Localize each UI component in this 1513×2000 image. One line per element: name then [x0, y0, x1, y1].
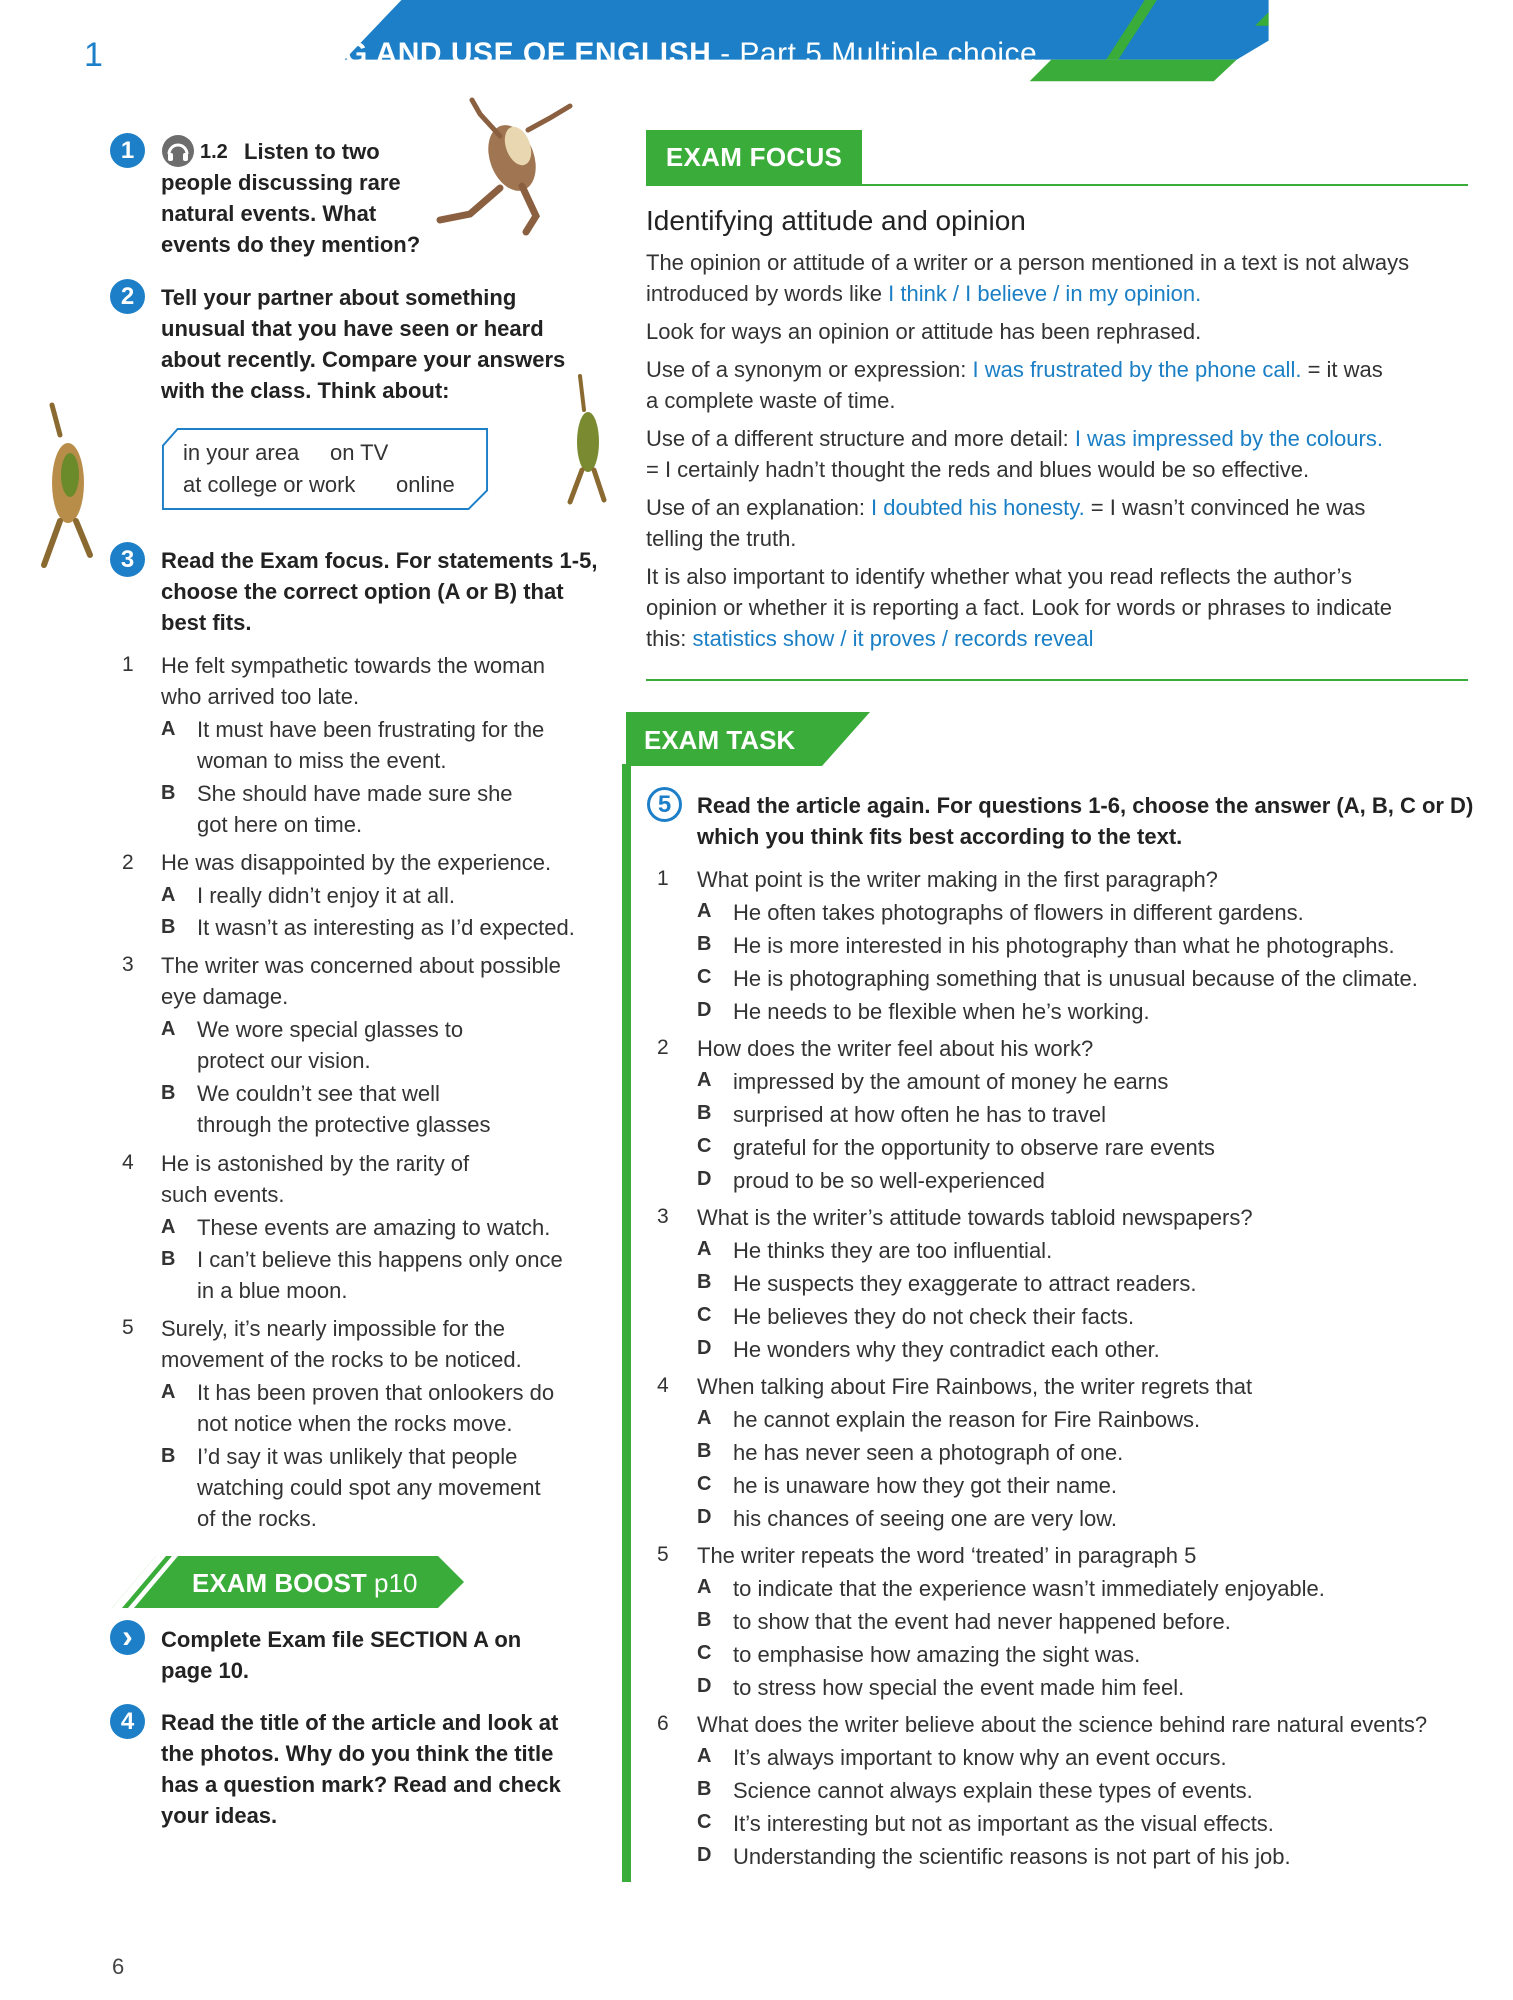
- question-number: 6: [657, 1712, 669, 1735]
- item-number: 2: [122, 851, 134, 874]
- option-text: He believes they do not check their facts.: [733, 1304, 1135, 1329]
- option-text: in a blue moon.: [197, 1278, 348, 1303]
- focus-line: [646, 354, 1476, 385]
- focus-text: Use of a different structure and more detail:: [646, 426, 1075, 451]
- focus-line: [646, 492, 1476, 523]
- focus-line: a complete waste of time.: [646, 388, 896, 413]
- task-4-line-2: the photos. Why do you think the title: [161, 1741, 554, 1766]
- option-text: It must have been frustrating for the: [197, 717, 545, 742]
- focus-example: I was frustrated by the phone call.: [972, 357, 1302, 382]
- option-letter: A: [697, 900, 712, 922]
- option-letter: B: [697, 1102, 712, 1124]
- topic-item: in your area: [183, 440, 300, 465]
- focus-line: It is also important to identify whether what you read reflects the author’s: [646, 564, 1352, 589]
- option-letter: C: [697, 1473, 712, 1495]
- focus-text: Use of an explanation:: [646, 495, 872, 520]
- task-3-line-2: choose the correct option (A or B) that: [161, 579, 564, 604]
- option-letter: C: [697, 1642, 712, 1664]
- question-number: 1: [657, 867, 669, 890]
- option-text: I can’t believe this happens only once: [197, 1247, 563, 1272]
- focus-paragraph-3: [646, 354, 1476, 416]
- item-text: eye damage.: [161, 984, 289, 1009]
- option-letter: B: [697, 1778, 712, 1800]
- option-text: to show that the event had never happened before.: [733, 1609, 1231, 1634]
- option-text: He wonders why they contradict each other.: [733, 1337, 1160, 1362]
- focus-line: The opinion or attitude of a writer or a person mentioned in a text is not always: [646, 250, 1410, 275]
- page-number: 6: [112, 1954, 125, 1979]
- item-text: movement of the rocks to be noticed.: [161, 1347, 522, 1372]
- topic-item: on TV: [330, 440, 389, 465]
- question-number: 3: [657, 1205, 669, 1228]
- option-letter: B: [697, 1271, 712, 1293]
- option-text: He suspects they exaggerate to attract readers.: [733, 1271, 1197, 1296]
- task-5-line-1: Read the article again. For questions 1-6, choose the answer (A, B, C or D): [697, 793, 1474, 818]
- option-letter: B: [697, 1609, 712, 1631]
- chevron-right-icon: ›: [110, 1620, 145, 1655]
- exam-boost-page: p10: [374, 1568, 418, 1598]
- item-text: He is astonished by the rarity of: [161, 1151, 470, 1176]
- option-letter: D: [697, 1675, 712, 1697]
- topic-item: at college or work: [183, 472, 356, 497]
- page-title: [226, 37, 1037, 71]
- focus-line: [646, 623, 1476, 654]
- option-text: of the rocks.: [197, 1506, 317, 1531]
- option-text: These events are amazing to watch.: [197, 1215, 551, 1240]
- task-1-line-2: people discussing rare: [161, 170, 401, 195]
- option-text: woman to miss the event.: [197, 748, 447, 773]
- exam-task-label: EXAM TASK: [644, 725, 796, 755]
- focus-paragraph-5: [646, 492, 1476, 554]
- option-letter: C: [697, 1135, 712, 1157]
- option-letter: D: [697, 999, 712, 1021]
- question-text: How does the writer feel about his work?: [697, 1036, 1094, 1061]
- option-letter: B: [161, 1082, 176, 1104]
- question-number: 2: [657, 1036, 669, 1059]
- exam-boost-title: EXAM BOOST: [192, 1568, 367, 1598]
- option-text: He often takes photographs of flowers in different gardens.: [733, 900, 1304, 925]
- question-text: What point is the writer making in the first paragraph?: [697, 867, 1218, 892]
- question-text: What does the writer believe about the science behind rare natural events?: [697, 1712, 1428, 1737]
- divider: [646, 184, 1468, 186]
- focus-text: introduced by words like: [646, 281, 889, 306]
- frog-photo-left: [30, 395, 100, 575]
- title-bold: READING AND USE OF ENGLISH: [226, 37, 712, 70]
- option-text: he cannot explain the reason for Fire Rainbows.: [733, 1407, 1201, 1432]
- option-letter: A: [697, 1069, 712, 1091]
- item-number: 5: [122, 1316, 134, 1339]
- focus-line: = I certainly hadn’t thought the reds and blues would be so effective.: [646, 457, 1310, 482]
- option-letter: B: [161, 1248, 176, 1270]
- focus-line: [646, 278, 1476, 309]
- option-letter: B: [697, 933, 712, 955]
- task-2-line-4: with the class. Think about:: [161, 378, 450, 403]
- focus-example: I doubted his honesty.: [871, 495, 1085, 520]
- item-text: He felt sympathetic towards the woman: [161, 653, 545, 678]
- task-1-badge: 1: [110, 133, 145, 168]
- task-2-line-3: about recently. Compare your answers: [161, 347, 566, 372]
- option-letter: A: [697, 1238, 712, 1260]
- task-4-line-1: Read the title of the article and look at: [161, 1710, 559, 1735]
- task-3-line-3: best fits.: [161, 610, 252, 635]
- option-text: proud to be so well-experienced: [733, 1168, 1045, 1193]
- option-letter: A: [161, 1381, 176, 1403]
- option-text: to stress how special the event made him feel.: [733, 1675, 1185, 1700]
- exam-focus-label: EXAM FOCUS: [646, 130, 862, 184]
- exam-task-bar: [622, 764, 631, 1882]
- option-letter: D: [697, 1168, 712, 1190]
- option-letter: D: [697, 1337, 712, 1359]
- focus-line: [646, 423, 1476, 454]
- exam-boost-label: [192, 1568, 417, 1599]
- focus-paragraph-6: [646, 561, 1476, 654]
- focus-paragraph-1: [646, 247, 1476, 309]
- option-text: He is photographing something that is unusual because of the climate.: [733, 966, 1418, 991]
- option-text: he has never seen a photograph of one.: [733, 1440, 1124, 1465]
- question-text: The writer repeats the word ‘treated’ in paragraph 5: [697, 1543, 1197, 1568]
- option-letter: A: [161, 884, 176, 906]
- topic-item: online: [396, 472, 455, 497]
- option-text: to indicate that the experience wasn’t immediately enjoyable.: [733, 1576, 1325, 1601]
- task-1-line-3: natural events. What: [161, 201, 377, 226]
- option-text: watching could spot any movement: [197, 1475, 541, 1500]
- question-number: 5: [657, 1543, 669, 1566]
- task-2-line-2: unusual that you have seen or heard: [161, 316, 544, 341]
- focus-text: Use of a synonym or expression:: [646, 357, 973, 382]
- task-3-badge: 3: [110, 542, 145, 577]
- option-text: grateful for the opportunity to observe rare events: [733, 1135, 1215, 1160]
- exam-task-banner: [626, 712, 870, 766]
- option-text: to emphasise how amazing the sight was.: [733, 1642, 1141, 1667]
- focus-example: statistics show / it proves / records reveal: [692, 626, 1094, 651]
- option-letter: A: [161, 1018, 176, 1040]
- option-letter: D: [697, 1506, 712, 1528]
- option-text: She should have made sure she: [197, 781, 513, 806]
- option-text: surprised at how often he has to travel: [733, 1102, 1106, 1127]
- item-text: He was disappointed by the experience.: [161, 850, 552, 875]
- focus-text: this:: [646, 626, 693, 651]
- option-text: Understanding the scientific reasons is not part of his job.: [733, 1844, 1291, 1869]
- task-2-badge: 2: [110, 279, 145, 314]
- option-letter: A: [161, 718, 176, 740]
- option-letter: A: [697, 1407, 712, 1429]
- item-number: 4: [122, 1151, 134, 1174]
- option-letter: B: [697, 1440, 712, 1462]
- question-text: When talking about Fire Rainbows, the writer regrets that: [697, 1374, 1253, 1399]
- option-letter: C: [697, 1811, 712, 1833]
- option-text: Science cannot always explain these types of events.: [733, 1778, 1253, 1803]
- title-rest: - Part 5 Multiple choice: [711, 37, 1038, 70]
- option-text: he is unaware how they got their name.: [733, 1473, 1118, 1498]
- exam-boost-line-1: Complete Exam file SECTION A on: [161, 1627, 522, 1652]
- option-letter: A: [697, 1576, 712, 1598]
- task-5-line-2: which you think fits best according to the text.: [697, 824, 1183, 849]
- option-letter: D: [697, 1844, 712, 1866]
- task-4-line-4: your ideas.: [161, 1803, 278, 1828]
- option-text: It’s interesting but not as important as the visual effects.: [733, 1811, 1274, 1836]
- option-text: got here on time.: [197, 812, 363, 837]
- divider: [646, 679, 1468, 681]
- option-text: It’s always important to know why an event occurs.: [733, 1745, 1227, 1770]
- option-text: We couldn’t see that well: [197, 1081, 440, 1106]
- option-letter: B: [161, 1445, 176, 1467]
- focus-paragraph-2: Look for ways an opinion or attitude has been rephrased.: [646, 319, 1202, 344]
- exam-file-tab: [1216, 80, 1396, 109]
- option-text: It wasn’t as interesting as I’d expected.: [197, 915, 575, 940]
- frog-photo-right: [562, 370, 612, 510]
- item-text: such events.: [161, 1182, 285, 1207]
- option-letter: A: [697, 1745, 712, 1767]
- focus-example: I was impressed by the colours.: [1074, 426, 1383, 451]
- task-3-line-1: Read the Exam focus. For statements 1-5,: [161, 548, 598, 573]
- option-letter: C: [697, 1304, 712, 1326]
- focus-text: = I wasn’t convinced he was: [1084, 495, 1366, 520]
- item-text: The writer was concerned about possible: [161, 953, 561, 978]
- option-letter: B: [161, 916, 176, 938]
- headphones-icon: [161, 134, 195, 168]
- task-4-badge: 4: [110, 1704, 145, 1739]
- audio-track: 1.2: [200, 141, 228, 163]
- option-text: through the protective glasses: [197, 1112, 491, 1137]
- item-text: Surely, it’s nearly impossible for the: [161, 1316, 505, 1341]
- focus-line: telling the truth.: [646, 526, 797, 551]
- unit-number: 1: [84, 36, 103, 74]
- option-text: impressed by the amount of money he earns: [733, 1069, 1169, 1094]
- option-text: He thinks they are too influential.: [733, 1238, 1053, 1263]
- option-text: He is more interested in his photography than what he photographs.: [733, 933, 1395, 958]
- frog-photo-top: [430, 96, 590, 236]
- option-text: We wore special glasses to: [197, 1017, 464, 1042]
- item-number: 3: [122, 953, 134, 976]
- focus-example: I think / I believe / in my opinion: [888, 281, 1196, 306]
- task-1-line-4: events do they mention?: [161, 232, 421, 257]
- item-number: 1: [122, 653, 134, 676]
- task-1-line-1: Listen to two: [244, 139, 380, 164]
- exam-file-page: p11: [1356, 80, 1397, 108]
- option-text: not notice when the rocks move.: [197, 1411, 513, 1436]
- option-text: I really didn’t enjoy it at all.: [197, 883, 456, 908]
- focus-text: = it was: [1301, 357, 1383, 382]
- option-letter: B: [161, 782, 176, 804]
- focus-paragraph-4: [646, 423, 1476, 485]
- option-text: He needs to be flexible when he’s working.: [733, 999, 1150, 1024]
- focus-line: opinion or whether it is reporting a fact. Look for words or phrases to indicate: [646, 595, 1392, 620]
- option-text: It has been proven that onlookers do: [197, 1380, 555, 1405]
- question-text: What is the writer’s attitude towards tabloid newspapers?: [697, 1205, 1253, 1230]
- exam-file-label: EXAM FILE: [1216, 80, 1350, 108]
- task-2-line-1: Tell your partner about something: [161, 285, 517, 310]
- focus-text: .: [1195, 281, 1202, 306]
- option-text: protect our vision.: [197, 1048, 371, 1073]
- option-text: his chances of seeing one are very low.: [733, 1506, 1118, 1531]
- option-text: I’d say it was unlikely that people: [197, 1444, 518, 1469]
- task-5-badge: 5: [647, 787, 682, 822]
- question-number: 4: [657, 1374, 669, 1397]
- task-4-line-3: has a question mark? Read and check: [161, 1772, 561, 1797]
- exam-boost-line-2: page 10.: [161, 1658, 250, 1683]
- exam-focus-heading: Identifying attitude and opinion: [646, 205, 1026, 236]
- option-letter: C: [697, 966, 712, 988]
- item-text: who arrived too late.: [161, 684, 360, 709]
- option-letter: A: [161, 1216, 176, 1238]
